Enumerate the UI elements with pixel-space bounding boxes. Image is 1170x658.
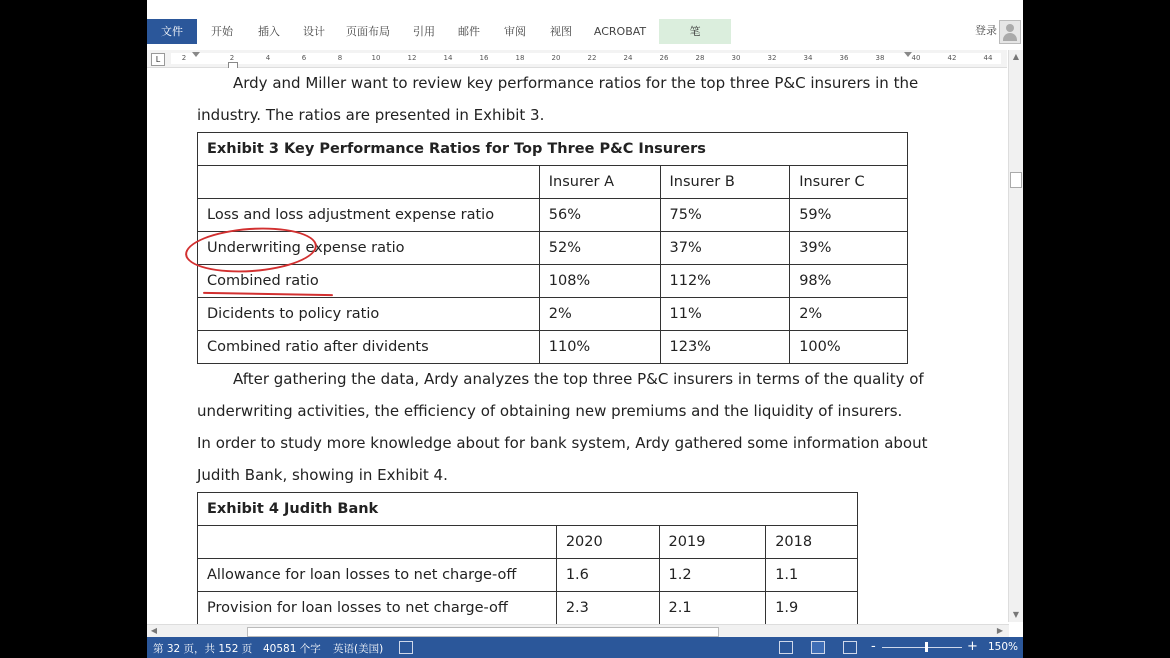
table-row — [198, 265, 908, 298]
table-row — [198, 199, 908, 232]
macro-record-icon[interactable] — [399, 641, 413, 654]
table-row-label[interactable]: Combined ratio — [198, 265, 540, 298]
ribbon-tab-7[interactable]: 审阅 — [504, 25, 526, 38]
right-indent-marker[interactable] — [904, 52, 912, 57]
table-header-cell[interactable]: Insurer B — [660, 166, 790, 199]
read-mode-icon[interactable] — [779, 641, 793, 654]
table-row — [198, 559, 858, 592]
table-cell[interactable]: 52% — [539, 232, 660, 265]
zoom-slider[interactable] — [882, 647, 962, 648]
horizontal-scroll-thumb[interactable] — [247, 627, 719, 637]
horizontal-scrollbar[interactable] — [147, 624, 1009, 638]
ruler-number: 38 — [875, 54, 885, 62]
ruler-number: 30 — [731, 54, 741, 62]
ruler-number: 8 — [337, 54, 343, 62]
zoom-out-button[interactable]: - — [871, 639, 876, 654]
table-header-cell[interactable]: 2019 — [659, 526, 766, 559]
ribbon-tab-0[interactable]: 文件 — [147, 19, 197, 44]
paragraph-2-line-1: After gathering the data, Ardy analyzes the top three P&C insurers in terms of the quality of — [233, 370, 924, 388]
status-bar — [147, 637, 1023, 658]
table-row-label[interactable]: Dicidents to policy ratio — [198, 298, 540, 331]
page-count[interactable]: 第 32 页，共 152 页 — [153, 643, 253, 655]
ruler-number: 6 — [301, 54, 307, 62]
table-header-cell[interactable] — [198, 166, 540, 199]
table-header-row — [198, 166, 908, 199]
table-header-cell[interactable]: 2018 — [766, 526, 858, 559]
web-layout-icon[interactable] — [843, 641, 857, 654]
user-avatar-icon[interactable] — [999, 20, 1021, 44]
ruler-marks — [181, 53, 993, 64]
table-header-row — [198, 526, 858, 559]
table-cell[interactable]: 56% — [539, 199, 660, 232]
table-header-cell[interactable]: 2020 — [556, 526, 659, 559]
login-link[interactable]: 登录 — [975, 24, 997, 37]
table-cell[interactable]: 123% — [660, 331, 790, 364]
ribbon-tab-6[interactable]: 邮件 — [458, 25, 480, 38]
ruler-number: 20 — [551, 54, 561, 62]
table-cell[interactable]: 1.1 — [766, 559, 858, 592]
ribbon-tab-3[interactable]: 设计 — [303, 25, 325, 38]
table-cell[interactable]: 2.1 — [659, 592, 766, 625]
ruler-number: 14 — [443, 54, 453, 62]
vertical-scroll-thumb[interactable] — [1010, 172, 1022, 188]
ribbon-tab-2[interactable]: 插入 — [258, 25, 280, 38]
table-cell[interactable]: 11% — [660, 298, 790, 331]
ruler-number: 32 — [767, 54, 777, 62]
table-cell[interactable]: 1.6 — [556, 559, 659, 592]
ribbon-tab-8[interactable]: 视图 — [550, 25, 572, 38]
ruler-number: 10 — [371, 54, 381, 62]
first-line-indent-marker[interactable] — [192, 52, 200, 57]
scroll-right-icon[interactable]: ▶ — [996, 626, 1004, 635]
ruler-number: 26 — [659, 54, 669, 62]
table-cell[interactable]: 37% — [660, 232, 790, 265]
table-cell[interactable]: 39% — [790, 232, 908, 265]
table-cell[interactable]: 2% — [790, 298, 908, 331]
paragraph-1-line-1: Ardy and Miller want to review key performance ratios for the top three P&C insurers in the — [233, 74, 919, 92]
table-header-cell[interactable]: Insurer A — [539, 166, 660, 199]
tab-stop-selector[interactable]: L — [151, 53, 165, 66]
ribbon-tab-1[interactable]: 开始 — [211, 25, 233, 38]
document-page[interactable] — [147, 68, 1007, 624]
ruler-number: 44 — [983, 54, 993, 62]
table-cell[interactable]: 75% — [660, 199, 790, 232]
zoom-level[interactable]: 150% — [988, 641, 1019, 653]
table-row-label[interactable]: Loss and loss adjustment expense ratio — [198, 199, 540, 232]
table-cell[interactable]: 112% — [660, 265, 790, 298]
table-header-cell[interactable] — [198, 526, 557, 559]
table-cell[interactable]: 108% — [539, 265, 660, 298]
ruler-number: 34 — [803, 54, 813, 62]
table-cell[interactable]: 59% — [790, 199, 908, 232]
table-cell[interactable]: 100% — [790, 331, 908, 364]
ruler-number: 2 — [181, 54, 187, 62]
table-row-label[interactable]: Underwriting expense ratio — [198, 232, 540, 265]
word-count[interactable]: 40581 个字 — [263, 643, 321, 655]
paragraph-3-line-1: In order to study more knowledge about for bank system, Ardy gathered some information about — [197, 434, 928, 452]
ribbon-tab-10[interactable]: 笔 — [659, 19, 731, 44]
ruler-number: 16 — [479, 54, 489, 62]
paragraph-1-line-2: industry. The ratios are presented in Exhibit 3. — [197, 106, 545, 124]
table-cell[interactable]: 110% — [539, 331, 660, 364]
ruler-number: 22 — [587, 54, 597, 62]
language-indicator[interactable]: 英语(美国) — [333, 643, 384, 655]
ruler-number: 2 — [229, 54, 235, 62]
exhibit-3-title: Exhibit 3 Key Performance Ratios for Top Three P&C Insurers — [198, 133, 908, 166]
print-layout-icon[interactable] — [811, 641, 825, 654]
ruler-number: 28 — [695, 54, 705, 62]
table-cell[interactable]: 98% — [790, 265, 908, 298]
paragraph-2-line-2: underwriting activities, the efficiency of obtaining new premiums and the liquidity of insurers. — [197, 402, 903, 420]
table-row-label[interactable]: Provision for loan losses to net charge-off — [198, 592, 557, 625]
ruler-number: 40 — [911, 54, 921, 62]
zoom-slider-thumb[interactable] — [925, 642, 928, 652]
ruler-number: 36 — [839, 54, 849, 62]
ribbon-tab-9[interactable]: ACROBAT — [593, 25, 647, 38]
table-cell[interactable]: 2% — [539, 298, 660, 331]
vertical-scrollbar[interactable] — [1008, 50, 1023, 622]
table-row — [198, 592, 858, 625]
table-header-cell[interactable]: Insurer C — [790, 166, 908, 199]
exhibit-4-title: Exhibit 4 Judith Bank — [198, 493, 858, 526]
horizontal-ruler[interactable] — [147, 50, 1007, 68]
ribbon-tab-4[interactable]: 页面布局 — [346, 25, 390, 38]
table-row-label[interactable]: Allowance for loan losses to net charge-off — [198, 559, 557, 592]
table-cell[interactable]: 2.3 — [556, 592, 659, 625]
ribbon-tab-5[interactable]: 引用 — [413, 25, 435, 38]
ruler-number: 4 — [265, 54, 271, 62]
scroll-down-icon[interactable]: ▼ — [1012, 610, 1020, 619]
ruler-number: 12 — [407, 54, 417, 62]
ruler-number: 42 — [947, 54, 957, 62]
table-row — [198, 331, 908, 364]
table-cell[interactable]: 1.2 — [659, 559, 766, 592]
scroll-up-icon[interactable]: ▲ — [1012, 52, 1020, 61]
zoom-in-button[interactable]: + — [967, 639, 978, 654]
ruler-number: 18 — [515, 54, 525, 62]
scroll-left-icon[interactable]: ◀ — [150, 626, 158, 635]
word-window — [147, 0, 1023, 658]
exhibit-4-table[interactable] — [197, 492, 858, 624]
paragraph-3-line-2: Judith Bank, showing in Exhibit 4. — [197, 466, 448, 484]
table-row — [198, 298, 908, 331]
table-row-label[interactable]: Combined ratio after dividents — [198, 331, 540, 364]
table-cell[interactable]: 1.9 — [766, 592, 858, 625]
ribbon-tab-bar — [147, 19, 1023, 44]
ruler-number: 24 — [623, 54, 633, 62]
